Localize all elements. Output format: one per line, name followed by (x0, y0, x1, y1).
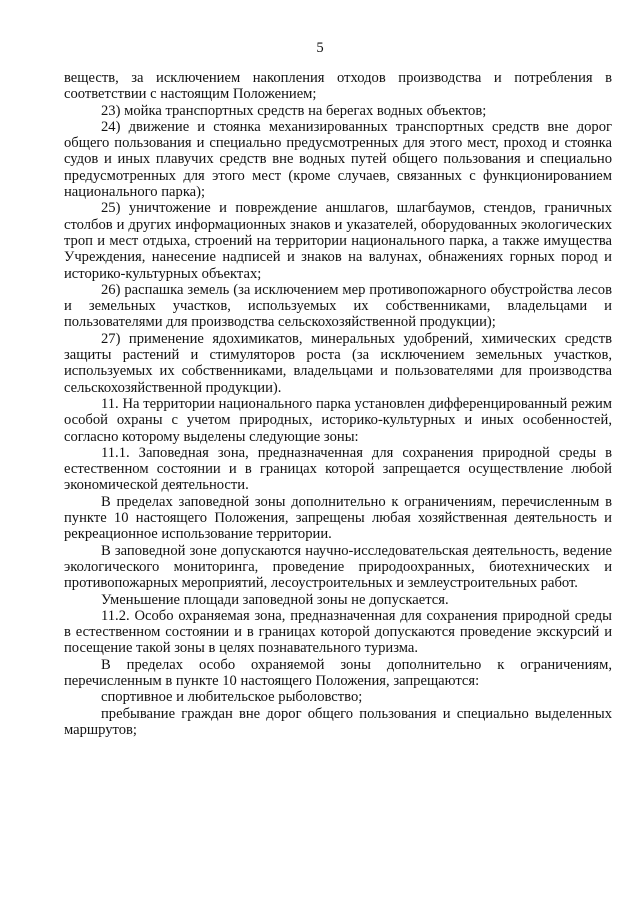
page-number: 5 (316, 40, 324, 56)
paragraph-continuation: веществ, за исключением накопления отходов производства и потребления в соответствии с настоящим Положением; (64, 70, 612, 103)
paragraph-section-11: 11. На территории национального парка установлен дифференцированный режим особой охраны с учетом природных, историко-культурных и иных особенностей, согласно которому выделены следующие зоны: (64, 395, 612, 445)
paragraph-reserve-area: Уменьшение площади заповедной зоны не допускается. (101, 591, 449, 608)
paragraph-item-26: 26) распашка земель (за исключением мер противопожарного обустройства лесов и земельных участков, используемых их собственниками, владельцами и пользователями для производства сельскохозяйственной продукции); (64, 281, 612, 331)
paragraph-citizens-stay: пребывание граждан вне дорог общего пользования и специально выделенных маршрутов; (64, 705, 612, 738)
paragraph-fishing: спортивное и любительское рыболовство; (101, 689, 363, 706)
paragraph-protected-prohibitions: В пределах особо охраняемой зоны дополнительно к ограничениям, перечисленным в пункте 10 настоящего Положения, запрещаются: (64, 656, 612, 689)
paragraph-section-11-2: 11.2. Особо охраняемая зона, предназначенная для сохранения природной среды в естественном состоянии и в границах которой допускаются проведение экскурсий и посещение такой зоны в целях познавательного туризма. (64, 607, 612, 657)
paragraph-item-27: 27) применение ядохимикатов, минеральных удобрений, химических средств защиты растений и стимуляторов роста (за исключением земельных участков, используемых их собственниками, владельцами и пользователями для производства сельскохозяйственной продукции). (64, 330, 612, 396)
paragraph-reserve-allowed: В заповедной зоне допускаются научно-исследовательская деятельность, ведение экологического мониторинга, проведение природоохранных, биотехнических и противопожарных мероприятий, лесоустроительных и землеустроительных работ. (64, 542, 612, 592)
paragraph-item-23: 23) мойка транспортных средств на берегах водных объектов; (101, 102, 487, 119)
paragraph-section-11-1: 11.1. Заповедная зона, предназначенная для сохранения природной среды в естественном состоянии и в границах которой запрещается осуществление любой экономической деятельности. (64, 444, 612, 494)
paragraph-item-24: 24) движение и стоянка механизированных транспортных средств вне дорог общего пользования и специально предусмотренных для этого мест, проход и стоянка судов и иных плавучих средств вне водных путей общего пользования и специально предусмотренных для этого мест (кроме случаев, связанных с функционированием национального парка); (64, 118, 612, 201)
paragraph-item-25: 25) уничтожение и повреждение аншлагов, шлагбаумов, стендов, граничных столбов и других информационных знаков и указателей, оборудованных экологических троп и мест отдыха, строений на территории национального парка, а также имущества Учреждения, нанесение надписей и знаков на валунах, обнажениях горных пород и историко-культурных объектах; (64, 200, 612, 282)
document-body (64, 70, 612, 738)
paragraph-reserve-prohibitions: В пределах заповедной зоны дополнительно к ограничениям, перечисленным в пункте 10 настоящего Положения, запрещены любая хозяйственная деятельность и рекреационное использование территории. (64, 493, 612, 543)
